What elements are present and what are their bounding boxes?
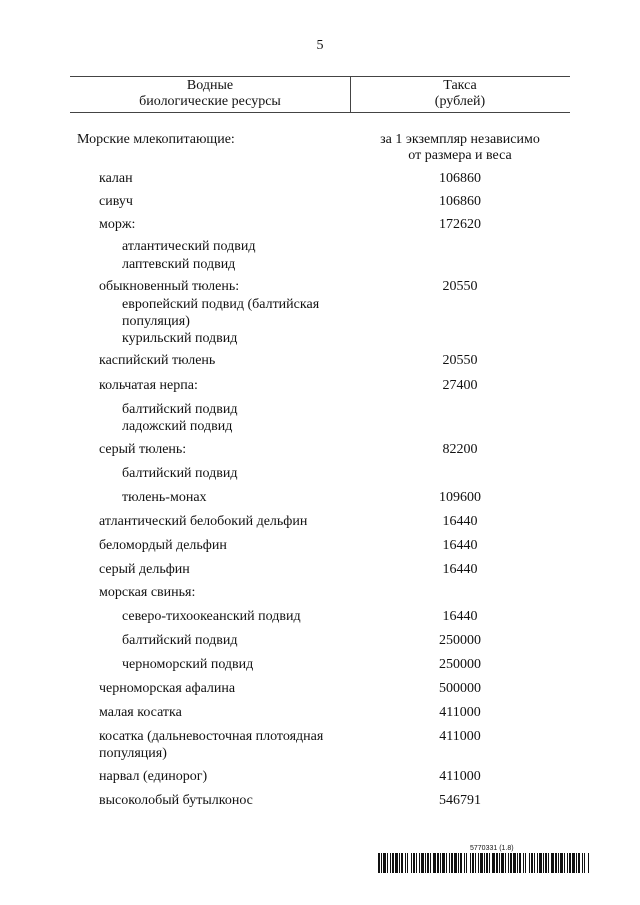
rate-value: 20550: [442, 353, 478, 368]
subspecies-name: ладожский подвид: [122, 419, 233, 434]
subspecies-name: популяция): [122, 314, 190, 329]
column-header-resources-line2: биологические ресурсы: [139, 94, 281, 109]
page-number: 5: [316, 38, 324, 53]
species-name: беломордый дельфин: [99, 538, 227, 553]
rate-value: 16440: [442, 562, 478, 577]
species-name: атлантический белобокий дельфин: [99, 514, 308, 529]
rate-value: 106860: [439, 194, 481, 209]
subspecies-name: черноморский подвид: [122, 657, 254, 672]
species-name: сивуч: [99, 194, 133, 209]
rate-value: 250000: [439, 657, 481, 672]
subspecies-name: балтийский подвид: [122, 402, 238, 417]
species-name: серый тюлень:: [99, 442, 187, 457]
table-header-bottom-rule: [70, 112, 570, 113]
species-name: серый дельфин: [99, 562, 190, 577]
species-name: морж:: [99, 217, 136, 232]
rate-value: 411000: [439, 729, 481, 744]
species-name: черноморская афалина: [99, 681, 236, 696]
rate-value: 16440: [442, 514, 478, 529]
barcode-icon: [378, 853, 590, 873]
species-name: популяция): [99, 746, 167, 761]
subspecies-name: курильский подвид: [122, 331, 238, 346]
barcode-number: 5770331 (1.8): [470, 845, 514, 852]
category-note-line1: за 1 экземпляр независимо: [380, 132, 540, 147]
category-note-line2: от размера и веса: [408, 148, 512, 163]
rate-value: 500000: [439, 681, 481, 696]
species-name: калан: [99, 171, 133, 186]
subspecies-name: балтийский подвид: [122, 466, 238, 481]
subspecies-name: лаптевский подвид: [122, 257, 236, 272]
column-header-rate-line1: Такса: [443, 78, 477, 93]
rate-value: 411000: [439, 705, 481, 720]
species-name: кольчатая нерпа:: [99, 378, 198, 393]
rate-value: 82200: [442, 442, 478, 457]
table-header-top-rule: [70, 76, 570, 77]
rate-value: 106860: [439, 171, 481, 186]
rate-value: 20550: [442, 279, 478, 294]
subspecies-name: балтийский подвид: [122, 633, 238, 648]
column-header-rate-line2: (рублей): [434, 94, 486, 109]
column-header-resources: [70, 78, 350, 110]
species-name: каспийский тюлень: [99, 353, 216, 368]
column-header-rate: [350, 78, 570, 110]
subspecies-name: северо-тихоокеанский подвид: [122, 609, 301, 624]
species-name: малая косатка: [99, 705, 182, 720]
species-name: высоколобый бутылконос: [99, 793, 253, 808]
species-name: косатка (дальневосточная плотоядная: [99, 729, 324, 744]
rate-value: 546791: [439, 793, 481, 808]
rate-value: 172620: [439, 217, 481, 232]
rate-value: 27400: [442, 378, 478, 393]
category-note: [350, 132, 570, 164]
rate-value: 16440: [442, 538, 478, 553]
subspecies-name: европейский подвид (балтийская: [122, 297, 320, 312]
subspecies-name: атлантический подвид: [122, 239, 256, 254]
subspecies-name: тюлень-монах: [122, 490, 207, 505]
rate-value: 411000: [439, 769, 481, 784]
rate-value: 109600: [439, 490, 481, 505]
category-title: Морские млекопитающие:: [77, 132, 235, 147]
rate-value: 16440: [442, 609, 478, 624]
column-header-resources-line1: Водные: [186, 78, 234, 93]
rate-value: 250000: [439, 633, 481, 648]
species-name: нарвал (единорог): [99, 769, 208, 784]
species-name: морская свинья:: [99, 585, 196, 600]
species-name: обыкновенный тюлень:: [99, 279, 240, 294]
